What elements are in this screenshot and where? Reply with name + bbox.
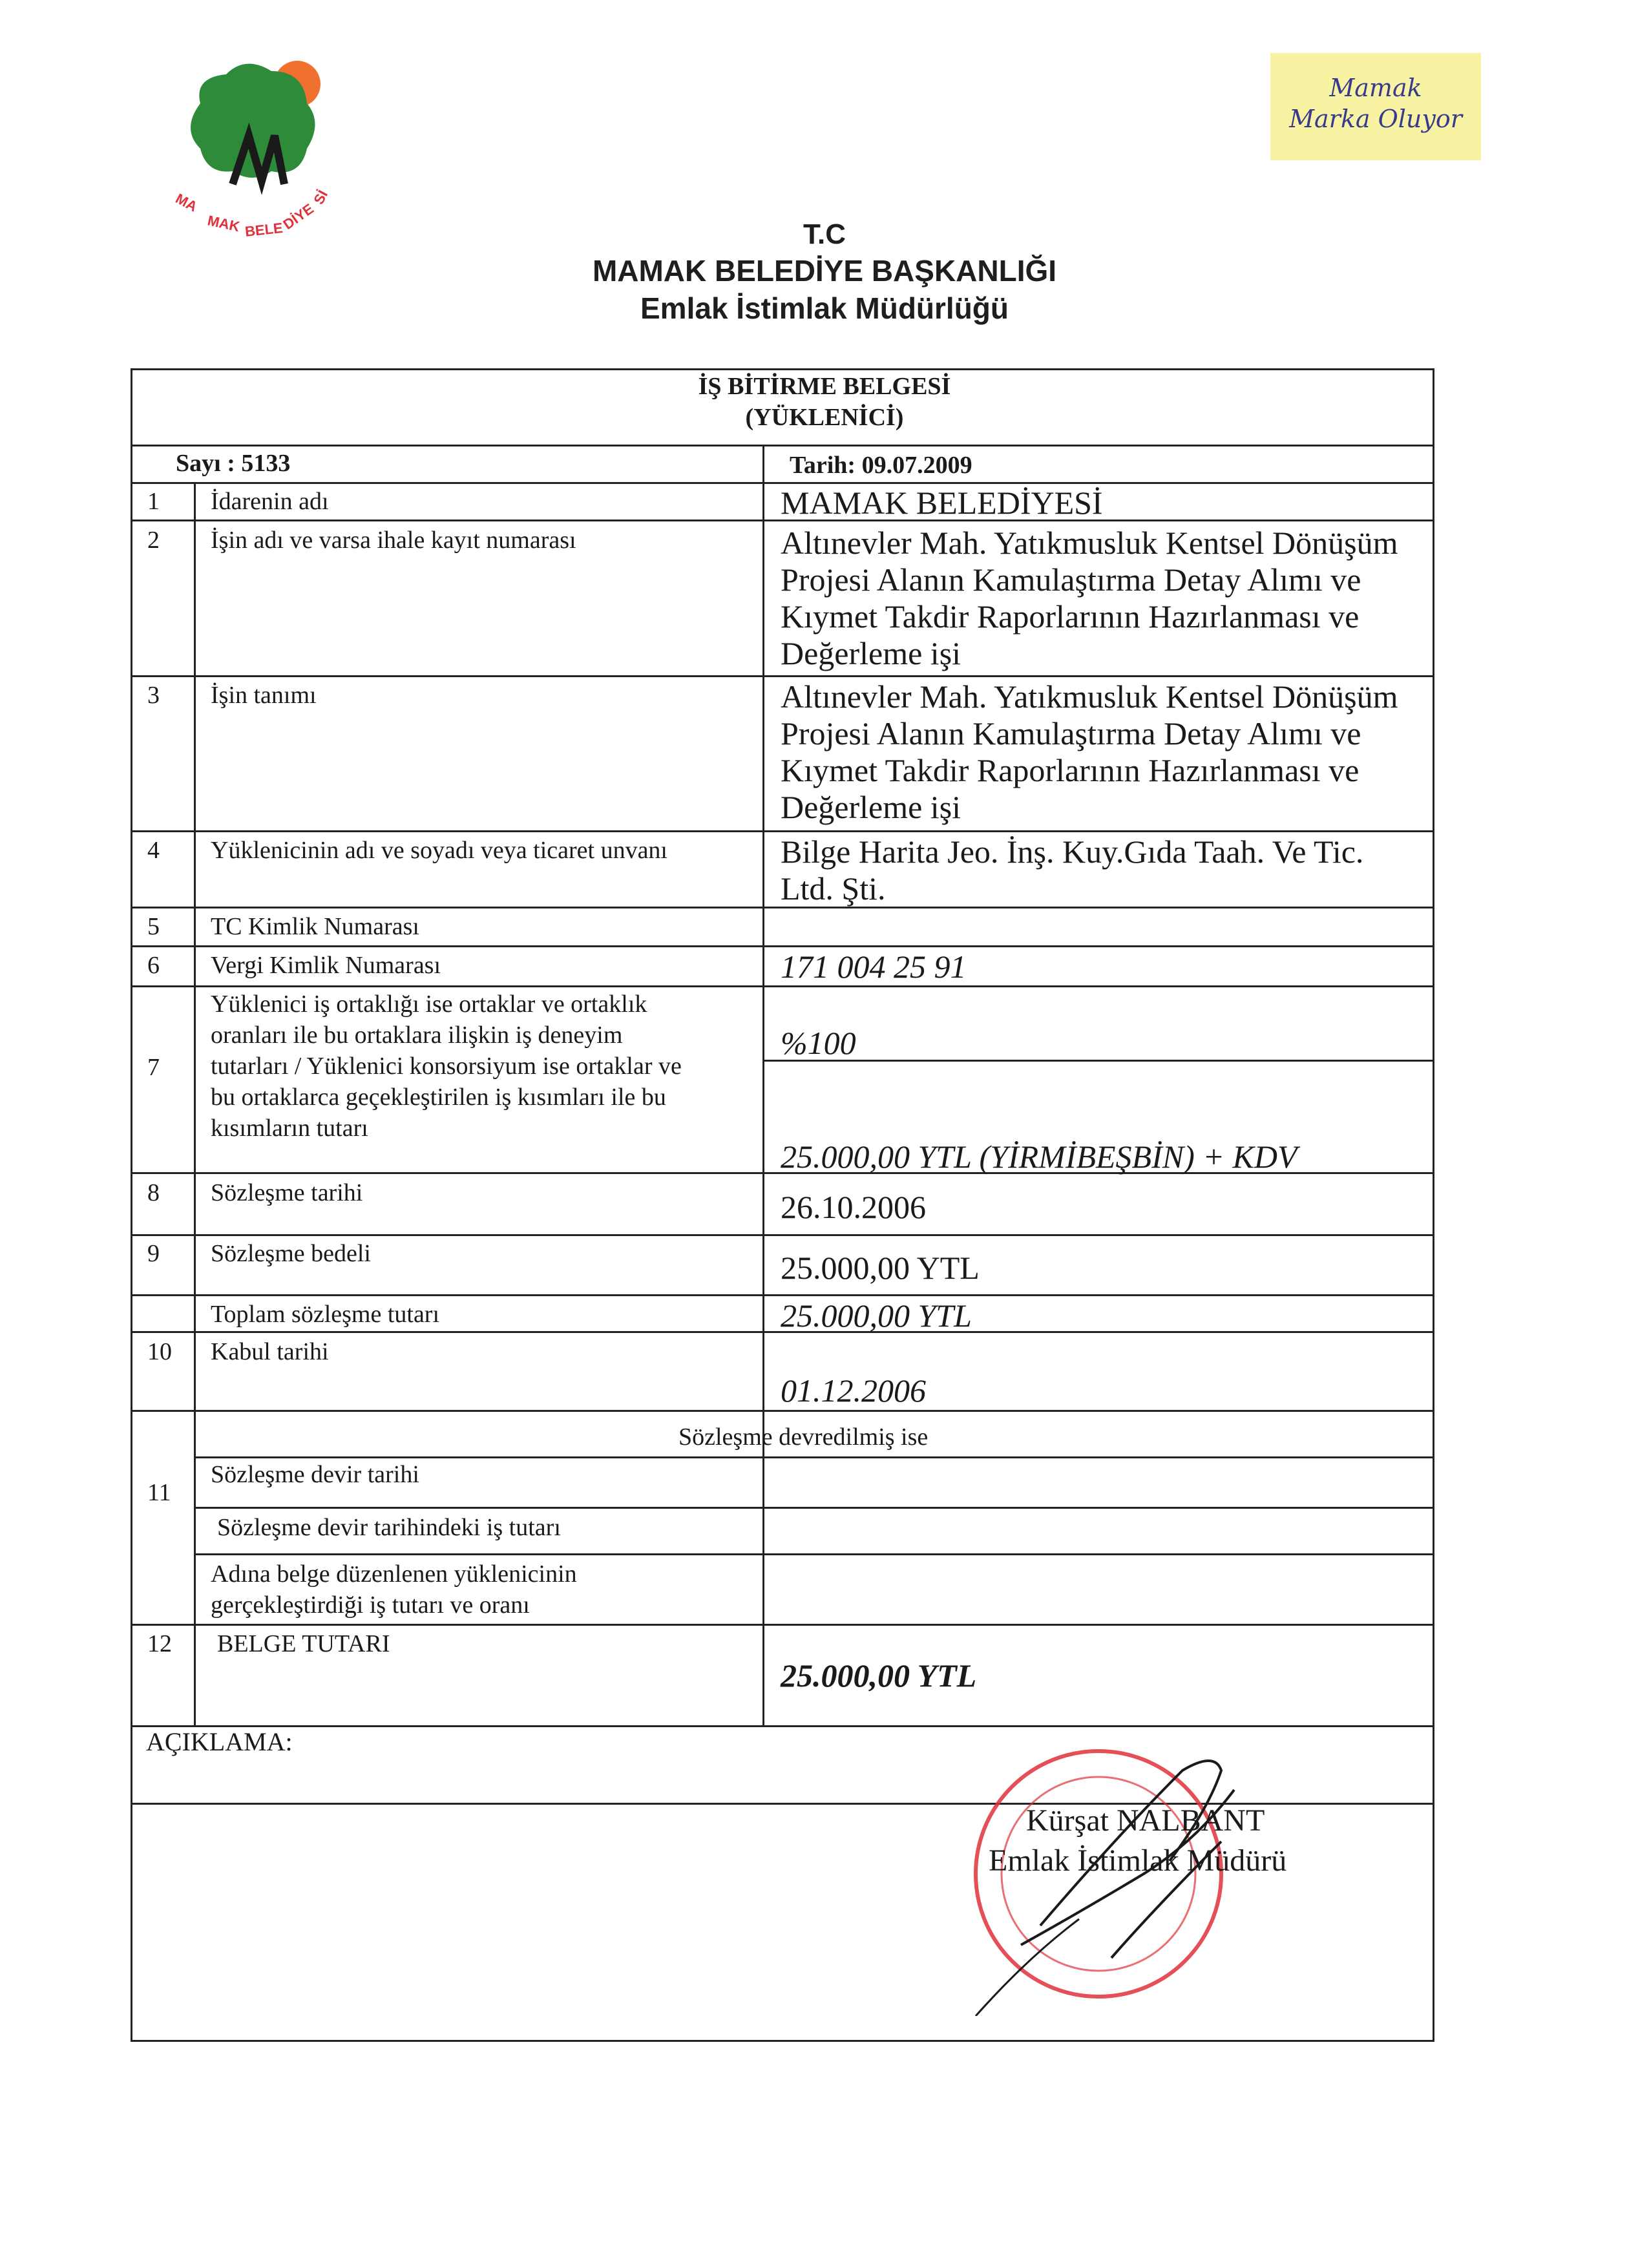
svg-text:Sİ: Sİ (310, 187, 331, 207)
row-value: MAMAK BELEDİYESİ (781, 485, 1103, 521)
row-number: 3 (147, 682, 160, 709)
rule (762, 1624, 764, 1725)
row-number: 9 (147, 1240, 160, 1267)
row-label: gerçekleştirdiği iş tutarı ve oranı (211, 1591, 530, 1619)
row-value: Altınevler Mah. Yatıkmusluk Kentsel Dönüşüm (781, 525, 1398, 561)
row-label: Vergi Kimlik Numarası (211, 952, 441, 979)
row-value: %100 (781, 1025, 856, 1061)
rule (194, 1456, 1434, 1458)
org-line2: MAMAK BELEDİYE BAŞKANLIĞI (592, 254, 1057, 288)
row-label: Kabul tarihi (211, 1338, 329, 1365)
row-number: 7 (147, 1054, 160, 1081)
row-label: Toplam sözleşme tutarı (211, 1301, 440, 1328)
row-value: Altınevler Mah. Yatıkmusluk Kentsel Dönüşüm (781, 678, 1398, 715)
row-number: 2 (147, 527, 160, 554)
rule (131, 830, 1434, 832)
rule (194, 1507, 1434, 1509)
row-label: tutarları / Yüklenici konsorsiyum ise ortaklar ve (211, 1053, 682, 1080)
rule (131, 1294, 1434, 1296)
rule (194, 1410, 196, 1725)
row-number: 6 (147, 952, 160, 979)
rule (131, 445, 1434, 446)
rule (131, 945, 1434, 947)
row-label: bu ortaklarca geçekleştirilen iş kısımları ile bu (211, 1084, 666, 1111)
row-value: 25.000,00 YTL (781, 1250, 980, 1286)
row-value: Değerleme işi (781, 635, 961, 671)
rule (762, 1060, 1434, 1062)
signer-name: Kürşat NALBANT (1026, 1803, 1265, 1838)
row-value: 25.000,00 YTL (YİRMİBEŞBİN) + KDV (781, 1139, 1297, 1175)
signer-title: Emlak İstimlak Müdürü (989, 1843, 1287, 1878)
row-number: 10 (147, 1338, 172, 1365)
org-line3: Emlak İstimlak Müdürlüğü (640, 291, 1009, 325)
row-number: 11 (147, 1479, 171, 1506)
row-label: Sözleşme tarihi (211, 1179, 363, 1206)
row-label: Sözleşme devir tarihindeki iş tutarı (217, 1514, 561, 1541)
rule (131, 1234, 1434, 1236)
row-value: Bilge Harita Jeo. İnş. Kuy.Gıda Taah. Ve Tic. (781, 834, 1364, 870)
row-label: oranları ile bu ortaklara ilişkin iş deneyim (211, 1022, 623, 1049)
row-label: kısımların tutarı (211, 1115, 368, 1142)
row-label: Adına belge düzenlenen yüklenicinin (211, 1560, 577, 1588)
row-label: Yüklenicinin adı ve soyadı veya ticaret unvanı (211, 837, 667, 864)
row-label: İşin tanımı (211, 682, 317, 709)
form-subtitle: (YÜKLENİCİ) (745, 404, 904, 431)
form-title: İŞ BİTİRME BELGESİ (698, 373, 951, 400)
row-label: Sözleşme bedeli (211, 1240, 371, 1267)
row-label: İşin adı ve varsa ihale kayıt numarası (211, 527, 576, 554)
mamak-belediyesi-logo (155, 52, 368, 246)
rule (131, 482, 1434, 484)
row-label: Yüklenici iş ortaklığı ise ortaklar ve ortaklık (211, 991, 647, 1018)
slogan-line2: Marka Oluyor (1289, 105, 1462, 133)
sayi-field: Sayı : 5133 (176, 450, 291, 477)
row-value: Kıymet Takdir Raporlarının Hazırlanması ve (781, 598, 1360, 635)
row-value: 01.12.2006 (781, 1372, 926, 1409)
org-line1: T.C (803, 218, 846, 250)
row-value: Projesi Alanın Kamulaştırma Detay Alımı ve (781, 562, 1361, 598)
row-label: Sözleşme devir tarihi (211, 1461, 419, 1488)
row-number: 5 (147, 913, 160, 940)
row-value: Değerleme işi (781, 789, 961, 825)
rule (131, 675, 1434, 677)
rule (131, 985, 1434, 987)
aciklama-label: AÇIKLAMA: (146, 1727, 293, 1756)
belge-tutari-value: 25.000,00 YTL (781, 1657, 977, 1694)
svg-text:MAK: MAK (205, 212, 242, 235)
slogan-box (1270, 53, 1481, 160)
row-value: 25.000,00 YTL (781, 1297, 972, 1334)
svg-text:MA: MA (173, 190, 200, 215)
rule (194, 482, 196, 1410)
svg-text:BELE: BELE (244, 219, 284, 240)
rule (131, 1410, 1434, 1412)
row-label: İdarenin adı (211, 488, 329, 515)
rule (131, 1624, 1434, 1626)
row-number: 4 (147, 837, 160, 864)
row-number: 1 (147, 488, 160, 515)
tarih-field: Tarih: 09.07.2009 (790, 452, 972, 479)
section-note: Sözleşme devredilmiş ise (678, 1423, 929, 1451)
row-number: 12 (147, 1630, 172, 1657)
row-value: Projesi Alanın Kamulaştırma Detay Alımı ve (781, 715, 1361, 751)
row-value: 26.10.2006 (781, 1189, 926, 1225)
row-label: TC Kimlik Numarası (211, 913, 419, 940)
slogan-line1: Mamak (1329, 74, 1422, 102)
row-value: 171 004 25 91 (781, 949, 967, 985)
row-label: BELGE TUTARI (217, 1630, 390, 1657)
svg-text:DİYE: DİYE (280, 200, 317, 233)
row-number: 8 (147, 1179, 160, 1206)
row-value: Ltd. Şti. (781, 870, 886, 907)
row-value: Kıymet Takdir Raporlarının Hazırlanması ve (781, 752, 1360, 788)
rule (194, 1553, 1434, 1555)
